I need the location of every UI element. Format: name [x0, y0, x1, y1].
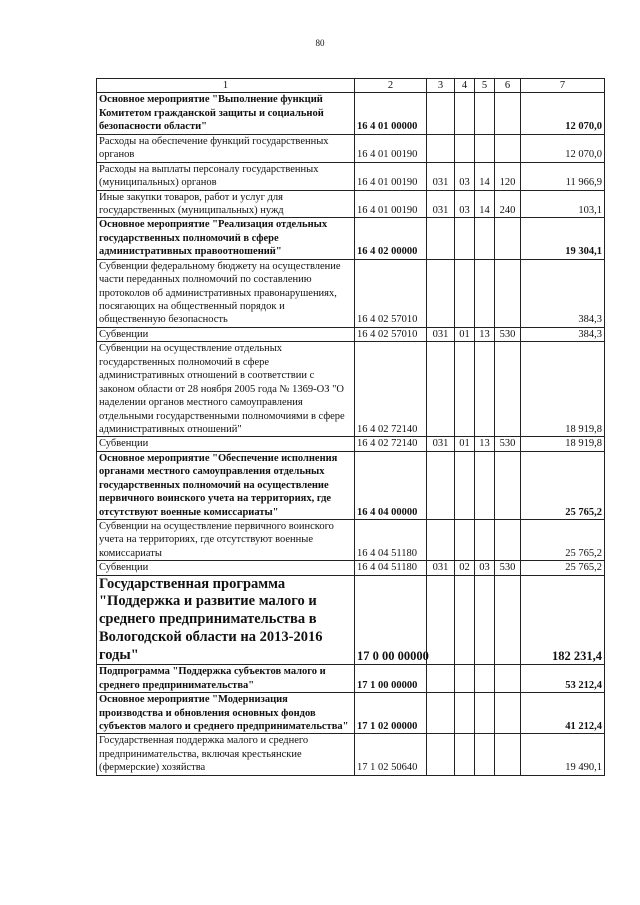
row-grbs: [427, 665, 455, 693]
row-code: 16 4 04 51180: [355, 520, 427, 561]
row-vr: [495, 665, 521, 693]
table-row: [97, 561, 605, 575]
row-rz: [455, 342, 475, 437]
header-col-6: 6: [495, 79, 521, 93]
row-name: Государственная программа "Поддержка и развитие малого и среднего предпринимательства в Вологодской области на 2013-2016 годы": [97, 575, 355, 664]
row-grbs: [427, 342, 455, 437]
row-code: 16 4 01 00000: [355, 93, 427, 134]
row-vr: [495, 342, 521, 437]
header-col-7: 7: [521, 79, 605, 93]
row-rz: [455, 259, 475, 327]
row-grbs: [427, 520, 455, 561]
row-amount: 11 966,9: [521, 162, 605, 190]
table-row: [97, 162, 605, 190]
row-grbs: 031: [427, 162, 455, 190]
header-col-2: 2: [355, 79, 427, 93]
row-rz: [455, 134, 475, 162]
row-pr: 14: [475, 190, 495, 218]
header-col-1: 1: [97, 79, 355, 93]
row-code: 16 4 01 00190: [355, 190, 427, 218]
page-number: 80: [315, 38, 325, 48]
table-row: [97, 693, 605, 734]
row-pr: [475, 342, 495, 437]
row-name: Субвенции: [97, 327, 355, 341]
row-code: 16 4 01 00190: [355, 134, 427, 162]
row-pr: [475, 693, 495, 734]
row-rz: [455, 218, 475, 259]
table-row: [97, 93, 605, 134]
row-pr: [475, 575, 495, 664]
row-name: Подпрограмма "Поддержка субъектов малого и среднего предпринимательства": [97, 665, 355, 693]
row-code: 17 1 02 50640: [355, 734, 427, 775]
row-grbs: [427, 734, 455, 775]
row-code: 16 4 02 72140: [355, 437, 427, 451]
row-pr: [475, 520, 495, 561]
row-name: Основное мероприятие "Обеспечение исполнения органами местного самоуправления отдельных государственных полномочий на осуществление первичного воинского учета на территориях, где отсутствуют военные комиссариаты": [97, 451, 355, 519]
row-code: 16 4 04 51180: [355, 561, 427, 575]
row-grbs: 031: [427, 437, 455, 451]
table-row: [97, 575, 605, 664]
row-amount: 384,3: [521, 327, 605, 341]
header-col-3: 3: [427, 79, 455, 93]
table-row: [97, 342, 605, 437]
row-amount: 25 765,2: [521, 520, 605, 561]
row-grbs: [427, 259, 455, 327]
row-amount: 12 070,0: [521, 93, 605, 134]
row-name: Основное мероприятие "Выполнение функций Комитетом гражданской защиты и социальной безопасности области": [97, 93, 355, 134]
row-pr: [475, 734, 495, 775]
budget-table: [96, 78, 605, 776]
header-col-5: 5: [475, 79, 495, 93]
row-pr: 13: [475, 437, 495, 451]
row-amount: 19 490,1: [521, 734, 605, 775]
table-row: [97, 134, 605, 162]
row-rz: [455, 93, 475, 134]
row-name: Расходы на обеспечение функций государственных органов: [97, 134, 355, 162]
row-amount: 103,1: [521, 190, 605, 218]
row-code: 17 0 00 00000: [355, 575, 427, 664]
row-rz: [455, 575, 475, 664]
row-name: Субвенции: [97, 561, 355, 575]
row-rz: 03: [455, 162, 475, 190]
row-grbs: 031: [427, 561, 455, 575]
row-rz: [455, 451, 475, 519]
table-header-row: [97, 79, 605, 93]
row-name: Государственная поддержка малого и среднего предпринимательства, включая крестьянские (фермерские) хозяйства: [97, 734, 355, 775]
row-grbs: [427, 134, 455, 162]
row-rz: 01: [455, 437, 475, 451]
row-name: Основное мероприятие "Реализация отдельных государственных полномочий в сфере административных правоотношений": [97, 218, 355, 259]
row-name: Субвенции федеральному бюджету на осуществление части переданных полномочий по составлению протоколов об административных правонарушениях, посягающих на общественный порядок и общественную безопасность: [97, 259, 355, 327]
row-vr: 530: [495, 437, 521, 451]
row-amount: 25 765,2: [521, 561, 605, 575]
row-pr: [475, 451, 495, 519]
row-pr: [475, 665, 495, 693]
row-vr: [495, 259, 521, 327]
row-rz: [455, 693, 475, 734]
row-pr: [475, 134, 495, 162]
row-rz: [455, 520, 475, 561]
row-amount: 18 919,8: [521, 342, 605, 437]
row-grbs: [427, 575, 455, 664]
row-grbs: [427, 451, 455, 519]
row-name: Субвенции на осуществление первичного воинского учета на территориях, где отсутствуют военные комиссариаты: [97, 520, 355, 561]
row-name: Основное мероприятие "Модернизация производства и обновления основных фондов субъектов малого и среднего предпринимательства": [97, 693, 355, 734]
row-vr: [495, 218, 521, 259]
table-row: [97, 520, 605, 561]
table-row: [97, 218, 605, 259]
row-amount: 19 304,1: [521, 218, 605, 259]
table-row: [97, 190, 605, 218]
row-vr: 240: [495, 190, 521, 218]
row-name: Иные закупки товаров, работ и услуг для государственных (муниципальных) нужд: [97, 190, 355, 218]
row-amount: 384,3: [521, 259, 605, 327]
table-row: [97, 665, 605, 693]
row-code: 17 1 00 00000: [355, 665, 427, 693]
row-vr: [495, 451, 521, 519]
row-rz: [455, 665, 475, 693]
row-grbs: [427, 693, 455, 734]
row-grbs: 031: [427, 327, 455, 341]
row-rz: [455, 734, 475, 775]
row-vr: 120: [495, 162, 521, 190]
row-code: 17 1 02 00000: [355, 693, 427, 734]
row-amount: 12 070,0: [521, 134, 605, 162]
row-pr: [475, 218, 495, 259]
row-amount: 41 212,4: [521, 693, 605, 734]
row-vr: 530: [495, 561, 521, 575]
row-code: 16 4 04 00000: [355, 451, 427, 519]
row-vr: [495, 575, 521, 664]
row-pr: 03: [475, 561, 495, 575]
row-rz: 02: [455, 561, 475, 575]
row-name: Расходы на выплаты персоналу государственных (муниципальных) органов: [97, 162, 355, 190]
table-row: [97, 437, 605, 451]
row-vr: [495, 734, 521, 775]
row-grbs: [427, 93, 455, 134]
table-row: [97, 451, 605, 519]
row-amount: 18 919,8: [521, 437, 605, 451]
row-rz: 03: [455, 190, 475, 218]
row-amount: 53 212,4: [521, 665, 605, 693]
table-row: [97, 327, 605, 341]
header-col-4: 4: [455, 79, 475, 93]
row-code: 16 4 02 57010: [355, 259, 427, 327]
row-pr: [475, 93, 495, 134]
row-pr: [475, 259, 495, 327]
row-code: 16 4 02 00000: [355, 218, 427, 259]
row-vr: 530: [495, 327, 521, 341]
row-rz: 01: [455, 327, 475, 341]
row-code: 16 4 01 00190: [355, 162, 427, 190]
table-row: [97, 734, 605, 775]
row-name: Субвенции на осуществление отдельных государственных полномочий в сфере административных отношений в соответствии с законом области от 28 ноября 2005 года № 1369-ОЗ "О наделении органов местного самоуправления отдельными государственными полномочиями в сфере административных отношений": [97, 342, 355, 437]
row-vr: [495, 693, 521, 734]
table-row: [97, 259, 605, 327]
row-vr: [495, 520, 521, 561]
row-code: 16 4 02 57010: [355, 327, 427, 341]
row-grbs: 031: [427, 190, 455, 218]
row-pr: 13: [475, 327, 495, 341]
row-vr: [495, 93, 521, 134]
row-code: 16 4 02 72140: [355, 342, 427, 437]
row-amount: 182 231,4: [521, 575, 605, 664]
row-grbs: [427, 218, 455, 259]
row-name: Субвенции: [97, 437, 355, 451]
row-amount: 25 765,2: [521, 451, 605, 519]
row-pr: 14: [475, 162, 495, 190]
row-vr: [495, 134, 521, 162]
